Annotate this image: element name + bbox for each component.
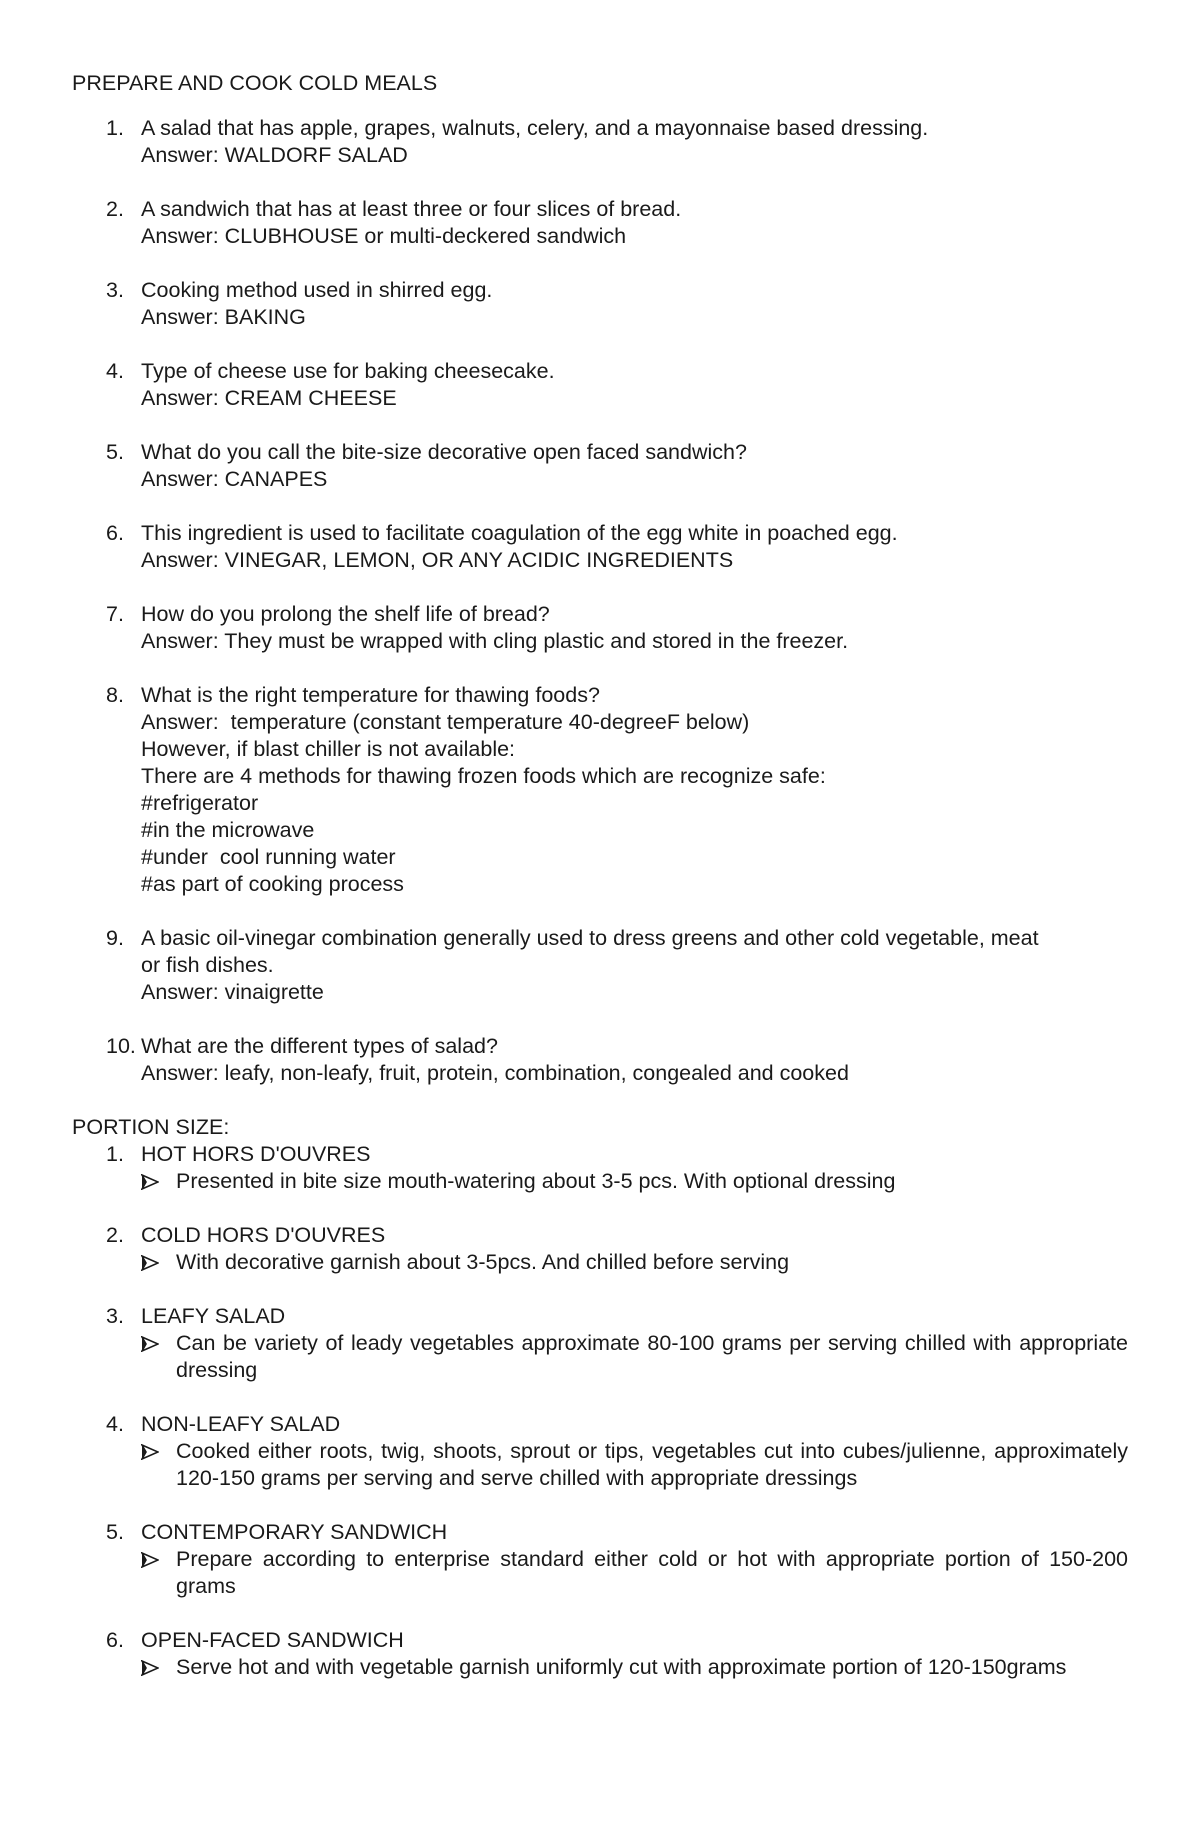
page-title: PREPARE AND COOK COLD MEALS xyxy=(72,71,438,95)
question-text: A salad that has apple, grapes, walnuts, celery, and a mayonnaise based dressing. xyxy=(141,116,929,140)
question-number: 5. xyxy=(106,440,124,464)
answer-line: Answer: vinaigrette xyxy=(141,980,324,1004)
portion-item xyxy=(72,1627,1128,1681)
arrowhead-bullet-icon xyxy=(141,1438,163,1465)
question-text: What are the different types of salad? xyxy=(141,1034,498,1058)
portion-list xyxy=(72,1141,1128,1681)
question-number: 3. xyxy=(106,278,124,302)
answer-line: Answer: CANAPES xyxy=(141,467,328,491)
question-text: What do you call the bite-size decorative open faced sandwich? xyxy=(141,440,747,464)
arrowhead-bullet-icon xyxy=(141,1654,163,1681)
question-number: 1. xyxy=(106,116,124,140)
question-number: 7. xyxy=(106,602,124,626)
portion-detail-bullet xyxy=(141,1168,1128,1195)
answer-line: Answer: BAKING xyxy=(141,305,306,329)
answer-line: There are 4 methods for thawing frozen foods which are recognize safe: xyxy=(141,764,826,788)
question-item xyxy=(72,925,1128,1006)
portion-item xyxy=(72,1303,1128,1384)
question-number: 9. xyxy=(106,926,124,950)
arrowhead-bullet-icon xyxy=(141,1330,163,1357)
portion-detail-bullet xyxy=(141,1438,1128,1492)
question-item xyxy=(72,358,1128,412)
question-item xyxy=(72,520,1128,574)
portion-title: CONTEMPORARY SANDWICH xyxy=(141,1520,448,1544)
portion-detail: With decorative garnish about 3-5pcs. And chilled before serving xyxy=(176,1250,790,1274)
portion-item xyxy=(72,1222,1128,1276)
portion-title: OPEN-FACED SANDWICH xyxy=(141,1628,404,1652)
portion-number: 6. xyxy=(106,1628,124,1652)
portion-detail-bullet xyxy=(141,1249,1128,1276)
question-item xyxy=(72,439,1128,493)
portion-title: HOT HORS D'OUVRES xyxy=(141,1142,371,1166)
portion-detail: Presented in bite size mouth-watering about 3-5 pcs. With optional dressing xyxy=(176,1169,896,1193)
question-text: How do you prolong the shelf life of bread? xyxy=(141,602,550,626)
answer-line: Answer: They must be wrapped with cling plastic and stored in the freezer. xyxy=(141,629,849,653)
portion-detail-bullet xyxy=(141,1546,1128,1600)
answer-line: However, if blast chiller is not available: xyxy=(141,737,516,761)
portion-title: LEAFY SALAD xyxy=(141,1304,286,1328)
answer-line: Answer: leafy, non-leafy, fruit, protein, combination, congealed and cooked xyxy=(141,1061,849,1085)
question-number: 8. xyxy=(106,683,124,707)
portion-detail-bullet xyxy=(141,1654,1128,1681)
portion-detail: Cooked either roots, twig, shoots, sprout or tips, vegetables cut into cubes/julienne, approximately 120-150 grams per serving and serve chilled with appropriate dressings xyxy=(176,1439,1128,1490)
question-text: Cooking method used in shirred egg. xyxy=(141,278,493,302)
answer-line: #in the microwave xyxy=(141,818,315,842)
question-list xyxy=(72,115,1128,1087)
arrowhead-bullet-icon xyxy=(141,1249,163,1276)
question-text: A basic oil-vinegar combination generally used to dress greens and other cold vegetable, meat xyxy=(141,926,1039,950)
arrowhead-bullet-icon xyxy=(141,1168,163,1195)
question-number: 2. xyxy=(106,197,124,221)
portion-item xyxy=(72,1141,1128,1195)
question-number: 4. xyxy=(106,359,124,383)
arrowhead-bullet-icon xyxy=(141,1546,163,1573)
answer-line: or fish dishes. xyxy=(141,953,274,977)
question-item xyxy=(72,1033,1128,1087)
answer-line: Answer: CLUBHOUSE or multi-deckered sandwich xyxy=(141,224,627,248)
portion-detail: Can be variety of leady vegetables approximate 80-100 grams per serving chilled with appropriate dressing xyxy=(176,1331,1128,1382)
question-number: 10. xyxy=(106,1034,136,1058)
question-number: 6. xyxy=(106,521,124,545)
answer-line: Answer: WALDORF SALAD xyxy=(141,143,408,167)
portion-title: COLD HORS D'OUVRES xyxy=(141,1223,386,1247)
portion-detail: Serve hot and with vegetable garnish uniformly cut with approximate portion of 120-150grams xyxy=(176,1655,1067,1679)
question-item xyxy=(72,115,1128,169)
portion-title: NON-LEAFY SALAD xyxy=(141,1412,341,1436)
portion-number: 2. xyxy=(106,1223,124,1247)
portion-item xyxy=(72,1411,1128,1492)
question-item xyxy=(72,277,1128,331)
question-item xyxy=(72,196,1128,250)
portion-size-heading: PORTION SIZE: xyxy=(72,1115,230,1139)
question-item xyxy=(72,601,1128,655)
answer-line: #refrigerator xyxy=(141,791,259,815)
question-text: What is the right temperature for thawing foods? xyxy=(141,683,600,707)
portion-detail: Prepare according to enterprise standard either cold or hot with appropriate portion of 150-200 grams xyxy=(176,1547,1128,1598)
portion-item xyxy=(72,1519,1128,1600)
portion-number: 4. xyxy=(106,1412,124,1436)
portion-number: 5. xyxy=(106,1520,124,1544)
answer-line: Answer: temperature (constant temperature 40-degreeF below) xyxy=(141,710,750,734)
question-item xyxy=(72,682,1128,898)
portion-number: 3. xyxy=(106,1304,124,1328)
portion-number: 1. xyxy=(106,1142,124,1166)
answer-line: #under cool running water xyxy=(141,845,396,869)
question-text: This ingredient is used to facilitate coagulation of the egg white in poached egg. xyxy=(141,521,898,545)
answer-line: Answer: VINEGAR, LEMON, OR ANY ACIDIC INGREDIENTS xyxy=(141,548,734,572)
answer-line: Answer: CREAM CHEESE xyxy=(141,386,397,410)
portion-detail-bullet xyxy=(141,1330,1128,1384)
question-text: Type of cheese use for baking cheesecake. xyxy=(141,359,555,383)
question-text: A sandwich that has at least three or four slices of bread. xyxy=(141,197,682,221)
answer-line: #as part of cooking process xyxy=(141,872,404,896)
